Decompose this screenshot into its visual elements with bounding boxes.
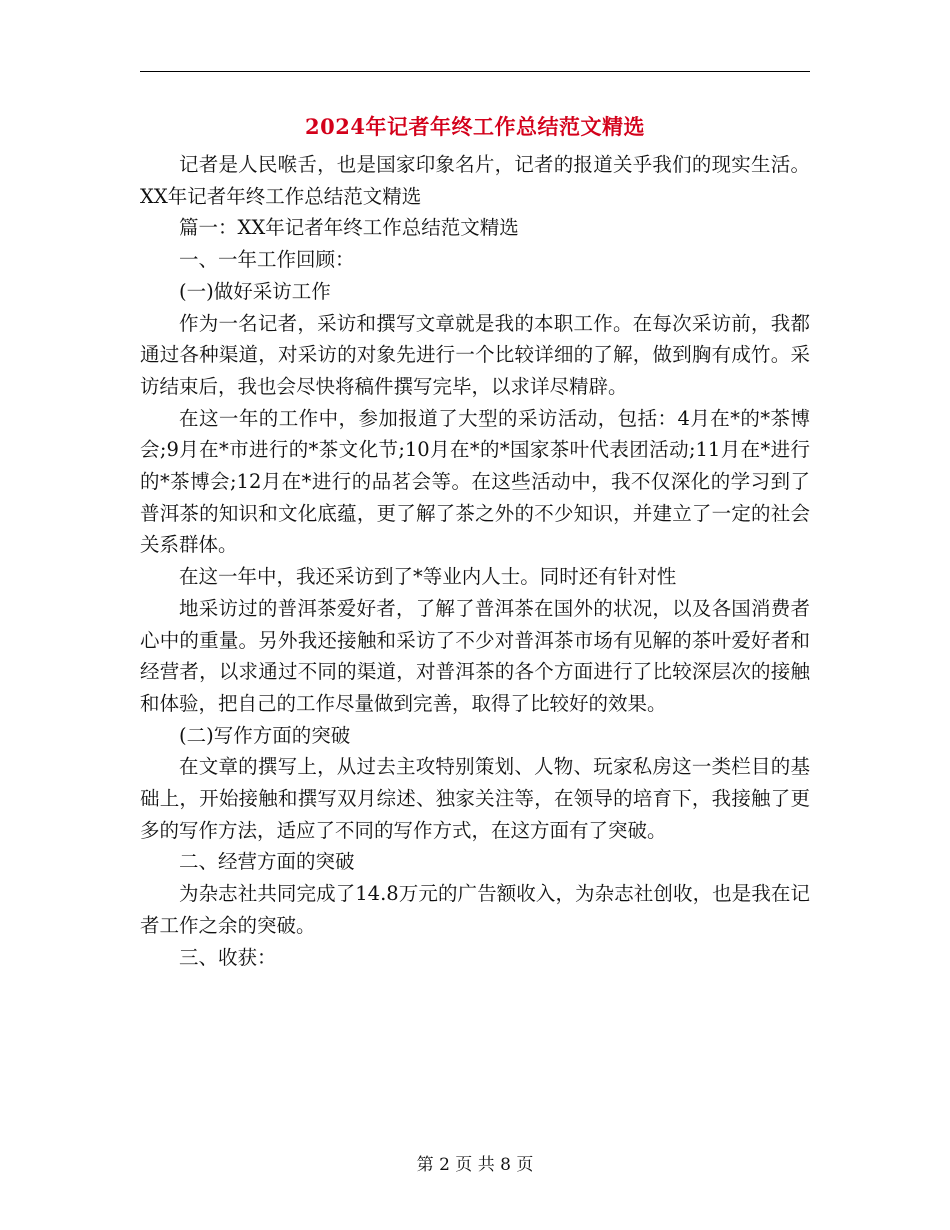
document-title: 2024年记者年终工作总结范文精选	[305, 114, 645, 139]
paragraph-intro: 记者是人民喉舌，也是国家印象名片，记者的报道关乎我们的现实生活。XX年记者年终工作总结范文精选	[140, 153, 810, 208]
paragraph-interviewees: 在这一年中，我还采访到了*等业内人士。同时还有针对性	[179, 565, 677, 589]
paragraph-events: 在这一年的工作中，参加报道了大型的采访活动，包括：4月在*的*茶博会;9月在*市进行的*茶文化节;10月在*的*国家茶叶代表团活动;11月在*进行的*茶博会;12月在*进行的品茗会等。在这些活动中，我不仅深化的学习到了普洱茶的知识和文化底蕴，更了解了茶之外的不少知识，并建立了一定的社会关系群体。	[140, 406, 810, 557]
subsection-heading-writing: (二)写作方面的突破	[179, 723, 351, 747]
paragraph-business: 为杂志社共同完成了14.8万元的广告额收入，为杂志社创收，也是我在记者工作之余的突破。	[140, 882, 810, 937]
paragraph-writing: 在文章的撰写上，从过去主攻特别策划、人物、玩家私房这一类栏目的基础上，开始接触和撰写双月综述、独家关注等，在领导的培育下，我接触了更多的写作方法，适应了不同的写作方式，在这方面有了突破。	[140, 755, 810, 842]
page-footer: 第 2 页 共 8 页	[416, 1155, 534, 1175]
section-heading-harvest: 三、收获：	[179, 945, 277, 969]
section-heading-review: 一、一年工作回顾：	[179, 248, 355, 272]
paragraph-interview-duty: 作为一名记者，采访和撰写文章就是我的本职工作。在每次采访前，我都通过各种渠道，对采访的对象先进行一个比较详细的了解，做到胸有成竹。采访结束后，我也会尽快将稿件撰写完毕，以求详尽精辟。	[140, 311, 810, 398]
section-heading-business: 二、经营方面的突破	[179, 850, 355, 874]
paragraph-part-one-heading: 篇一：XX年记者年终工作总结范文精选	[179, 216, 519, 240]
subsection-heading-interview: (一)做好采访工作	[179, 279, 331, 303]
document-body	[140, 149, 810, 973]
header-rule	[140, 71, 810, 72]
paragraph-pu-erh: 地采访过的普洱茶爱好者，了解了普洱茶在国外的状况，以及各国消费者心中的重量。另外我还接触和采访了不少对普洱茶市场有见解的茶叶爱好者和经营者，以求通过不同的渠道，对普洱茶的各个方面进行了比较深层次的接触和体验，把自己的工作尽量做到完善，取得了比较好的效果。	[140, 596, 810, 715]
